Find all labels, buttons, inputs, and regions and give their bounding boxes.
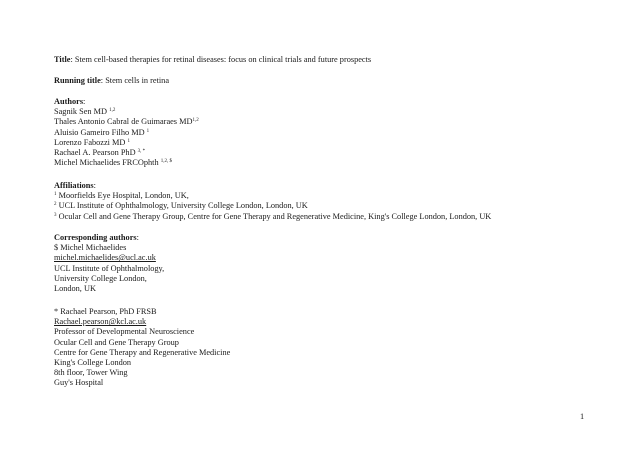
author-item (54, 128, 199, 138)
affiliations-section (54, 181, 491, 222)
corresponding-author-name: $ Michel Michaelides (54, 243, 127, 253)
affiliation-number: 1 (54, 192, 57, 198)
author-item (54, 138, 199, 148)
running-title-line: Running title: Stem cells in retina (54, 76, 170, 85)
affiliation-number: 2 (54, 202, 57, 208)
author-item (54, 117, 199, 127)
affiliation-item (54, 201, 491, 211)
address-line: London, UK (54, 283, 96, 293)
affiliation-item (54, 191, 491, 201)
author-affiliation-mark: 1,2 (192, 118, 199, 124)
title-label: Title (54, 55, 71, 64)
title-line: Title: Stem cell-based therapies for retinal diseases: focus on clinical trials and future prospects (54, 55, 372, 64)
affiliations-label: Affiliations (54, 181, 94, 190)
address-line: King's College London (54, 357, 132, 367)
corresponding-author-name: * Rachael Pearson, PhD FRSB (54, 307, 157, 316)
paper-title: Stem cell-based therapies for retinal diseases: focus on clinical trials and future prospects (74, 55, 372, 64)
affiliation-text: Ocular Cell and Gene Therapy Group, Centre for Gene Therapy and Regenerative Medicine, King's College London, London, UK (56, 211, 492, 221)
author-affiliation-mark: 1,2, $ (160, 159, 172, 165)
email-link[interactable]: Rachael.pearson@kcl.ac.uk (54, 317, 147, 327)
page-number: 1 (580, 412, 585, 421)
affiliation-item (54, 212, 491, 222)
author-name: Thales Antonio Cabral de Guimaraes MD (54, 117, 193, 127)
author-item (54, 148, 199, 158)
running-title-label: Running title (54, 76, 101, 85)
authors-heading: Authors: (54, 97, 86, 106)
address-line: Ocular Cell and Gene Therapy Group (54, 337, 179, 347)
corresponding-section (54, 233, 164, 294)
corresponding-section-second (54, 307, 230, 389)
authors-section (54, 97, 199, 168)
author-name: Aluisio Gameiro Filho MD (54, 127, 147, 137)
author-name: Lorenzo Fabozzi MD (54, 137, 128, 147)
author-item (54, 158, 199, 168)
address-line: University College London, (54, 273, 147, 283)
author-affiliation-mark: 1 (146, 128, 150, 134)
authors-label: Authors (54, 97, 84, 106)
corresponding-heading: Corresponding authors: (54, 233, 139, 242)
author-affiliation-mark: 1 (127, 138, 130, 144)
address-line: Professor of Developmental Neuroscience (54, 327, 195, 337)
affiliation-number: 3 (54, 212, 57, 218)
email-link[interactable]: michel.michaelides@ucl.ac.uk (54, 253, 156, 263)
author-affiliation-mark: 3, * (137, 148, 146, 154)
affiliations-heading: Affiliations: (54, 181, 96, 190)
author-name: Sagnik Sen MD (54, 107, 110, 117)
author-name: Michel Michaelides FRCOphth (54, 158, 161, 168)
address-line: Guy's Hospital (54, 378, 104, 388)
address-line: UCL Institute of Ophthalmology, (54, 263, 165, 273)
running-title: Stem cells in retina (105, 76, 170, 85)
affiliation-text: Moorfields Eye Hospital, London, UK, (56, 191, 189, 201)
author-affiliation-mark: 1,2 (109, 108, 116, 114)
author-name: Rachael A. Pearson PhD (54, 147, 138, 157)
affiliation-text: UCL Institute of Ophthalmology, University College London, London, UK (56, 201, 308, 211)
corresponding-label: Corresponding authors (54, 233, 137, 242)
address-line: 8th floor, Tower Wing (54, 368, 128, 378)
author-item (54, 107, 199, 117)
address-line: Centre for Gene Therapy and Regenerative Medicine (54, 347, 231, 357)
